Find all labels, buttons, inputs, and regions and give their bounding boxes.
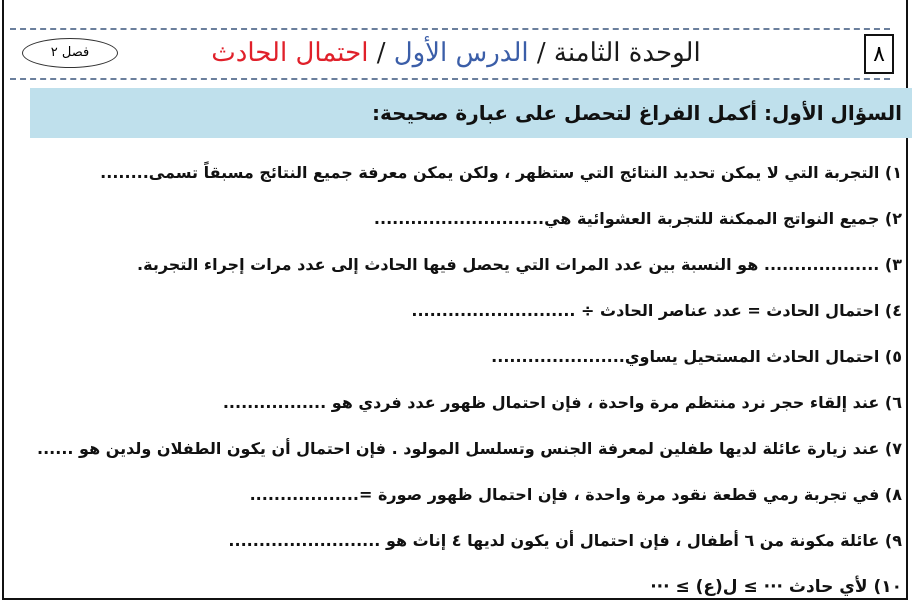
question-item-8: ٨) في تجربة رمي قطعة نقود مرة واحدة ، فإن احتمال ظهور صورة =.................. xyxy=(249,485,902,504)
question-item-2: ٢) جميع النواتج الممكنة للتجربة العشوائية هي............................ xyxy=(373,209,902,228)
question-item-5: ٥) احتمال الحادث المستحيل يساوي...................... xyxy=(491,347,902,366)
question-item-4: ٤) احتمال الحادث = عدد عناصر الحادث ÷ ........................... xyxy=(411,301,902,320)
question-item-7: ٧) عند زيارة عائلة لديها طفلين لمعرفة الجنس وتسلسل المولود . فإن احتمال أن يكون الطفلان ولدين هو ...... xyxy=(37,439,902,458)
question-item-9: ٩) عائلة مكونة من ٦ أطفال ، فإن احتمال أن يكون لديها ٤ إناث هو ......................... xyxy=(228,531,902,550)
topic-title: احتمال الحادث xyxy=(211,38,369,68)
chapter-badge: فصل ٢ xyxy=(22,38,118,68)
page-number: ٨ xyxy=(864,34,894,74)
unit-title: الوحدة الثامنة xyxy=(553,38,701,68)
lesson-title: الدرس الأول xyxy=(393,38,529,68)
question-item-1: ١) التجربة التي لا يمكن تحديد النتائج التي ستظهر ، ولكن يمكن معرفة جميع النتائج مسبقاً تسمى........ xyxy=(100,163,902,182)
title-separator: / xyxy=(536,38,546,68)
title-separator: / xyxy=(376,38,386,68)
question-item-10: ١٠) لأي حادث ··· ≥ ل(ع) ≥ ··· xyxy=(650,577,902,597)
question-item-3: ٣) ................... هو النسبة بين عدد المرات التي يحصل فيها الحادث إلى عدد مرات إجراء التجربة. xyxy=(137,255,902,274)
question-items-list xyxy=(12,150,902,610)
question-heading: السؤال الأول: أكمل الفراغ لتحصل على عبارة صحيحة: xyxy=(30,88,912,138)
question-item-6: ٦) عند إلقاء حجر نرد منتظم مرة واحدة ، فإن احتمال ظهور عدد فردي هو ................. xyxy=(222,393,902,412)
header-bottom-divider xyxy=(10,78,890,80)
page-title xyxy=(0,30,912,76)
